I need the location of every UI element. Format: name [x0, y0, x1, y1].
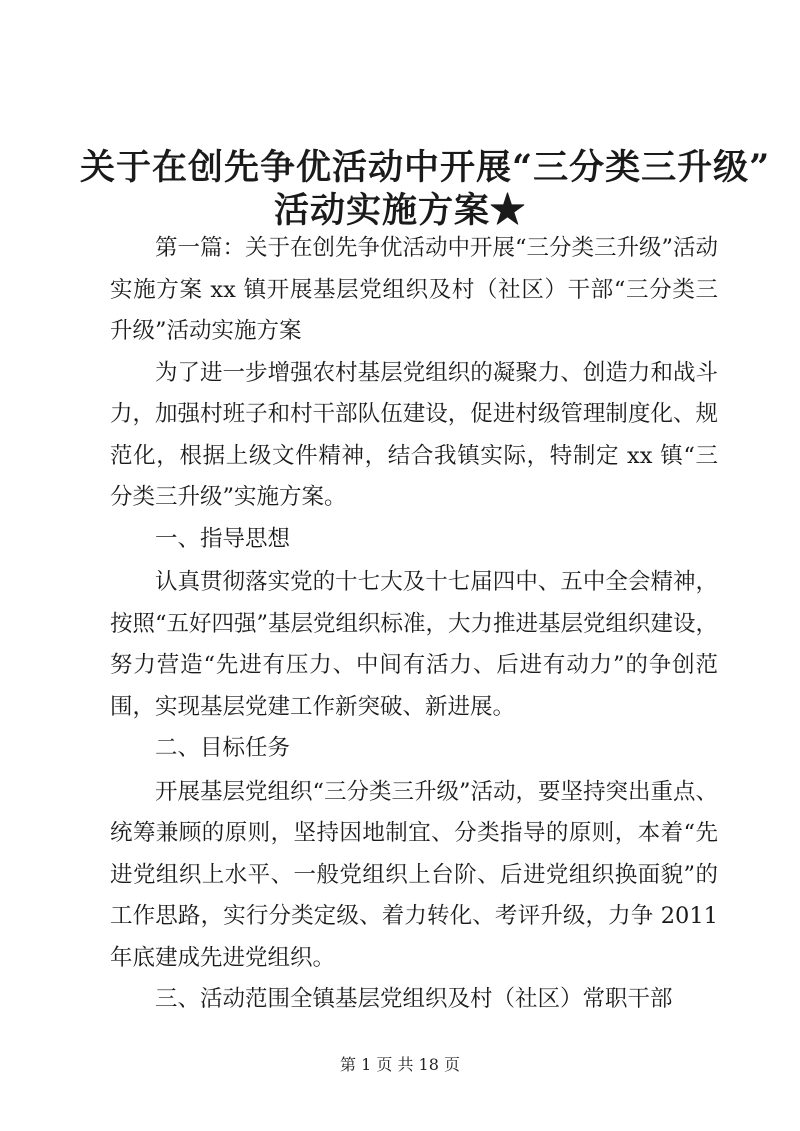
document-title-line-1: 关于在创先争优活动中开展“三分类三升级” — [80, 147, 771, 188]
section-heading-goals: 二、目标任务 — [155, 735, 291, 761]
page-footer: 第 1 页 共 18 页 — [340, 1055, 460, 1074]
paragraph-purpose: 为了进一步增强农村基层党组织的凝聚力、创造力和战斗力，加强村班子和村干部队伍建设，促进村级管理制度化、规范化，根据上级文件精神，结合我镇实际，特制定 xx 镇“三分类三升级”实施方案。 — [110, 359, 718, 510]
document-body — [110, 228, 718, 1021]
paragraph-guiding-ideology: 认真贯彻落实党的十七大及十七届四中、五中全会精神，按照“五好四强”基层党组织标准，大力推进基层党组织建设，努力营造“先进有压力、中间有活力、后进有动力”的争创范围，实现基层党建工作新突破、新进展。 — [110, 569, 719, 720]
paragraph-intro: 第一篇：关于在创先争优活动中开展“三分类三升级”活动实施方案 xx 镇开展基层党组织及村（社区）干部“三分类三升级”活动实施方案 — [110, 235, 719, 344]
section-heading-guiding-ideology: 一、指导思想 — [155, 525, 291, 552]
section-heading-scope: 三、活动范围全镇基层党组织及村（社区）常职干部 — [155, 986, 673, 1012]
paragraph-goals: 开展基层党组织“三分类三升级”活动，要坚持突出重点、统筹兼顾的原则，坚持因地制宜、分类指导的原则，本着“先进党组织上水平、一般党组织上台阶、后进党组织换面貌”的工作思路，实行分类定级、着力转化、考评升级，力争 2011 年底建成先进党组织。 — [110, 778, 719, 971]
document-title-line-2: 活动实施方案★ — [273, 190, 526, 231]
